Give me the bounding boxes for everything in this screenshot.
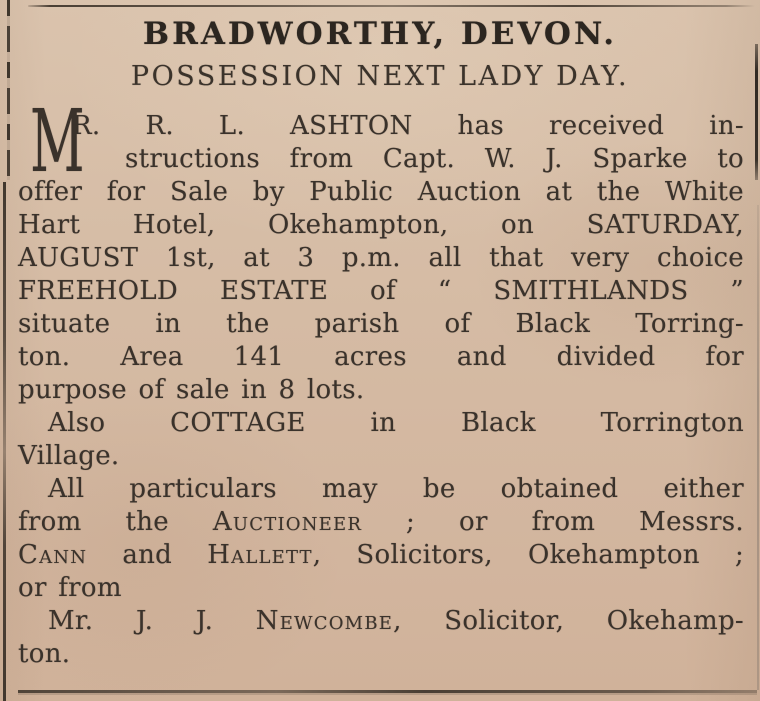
notice-header [0, 0, 760, 92]
body-text-segment: ; or from Messrs. [362, 507, 744, 537]
body-line [18, 605, 744, 638]
body-text-segment: R. R. L. ASHTON has received in- [72, 111, 744, 141]
body-text-segment: AUGUST 1st, at 3 p.m. all that very choice [18, 243, 744, 273]
body-text-segment: or from [18, 573, 122, 603]
body-text-segment: , Solicitors, Okehampton ; [312, 540, 745, 570]
body-text-segment: ton. Area 141 acres and divided for [18, 342, 744, 372]
small-caps-name: Auctioneer [212, 507, 363, 537]
body-line [18, 374, 744, 407]
small-caps-name: Newcombe [255, 606, 394, 636]
notice-title: BRADWORTHY, DEVON. [142, 16, 618, 52]
body-line [18, 440, 744, 473]
body-line [18, 506, 744, 539]
body-text-segment: , Solicitor, Okehamp- [393, 606, 744, 636]
notice-body [0, 92, 760, 701]
body-text-segment: purpose of sale in 8 lots. [18, 375, 365, 405]
notice-subtitle: POSSESSION NEXT LADY DAY. [130, 61, 630, 92]
body-line [18, 638, 744, 671]
body-text-segment: offer for Sale by Public Auction at the White [18, 177, 744, 207]
body-text-segment: FREEHOLD ESTATE of “ SMITHLANDS ” [18, 276, 744, 306]
body-text-segment: situate in the parish of Black Torring- [18, 309, 744, 339]
body-text-segment: and [87, 540, 208, 570]
body-text-segment: Hart Hotel, Okehampton, on SATURDAY, [18, 210, 744, 240]
body-line [18, 539, 744, 572]
body-line [18, 308, 744, 341]
body-text-segment: ton. [18, 639, 71, 669]
body-text-segment: Mr. J. J. [48, 606, 256, 636]
body-line [18, 473, 744, 506]
body-line [18, 572, 744, 605]
body-line [18, 209, 744, 242]
body-line [18, 242, 744, 275]
body-line [18, 407, 744, 440]
body-line [18, 275, 744, 308]
small-caps-name: Hallett [207, 540, 313, 570]
small-caps-name: Cann [18, 540, 88, 570]
body-line [18, 143, 744, 176]
body-line [18, 176, 744, 209]
body-text-segment: Also COTTAGE in Black Torrington [48, 408, 744, 438]
top-column-rule [28, 5, 755, 7]
body-text-segment: structions from Capt. W. J. Sparke to [125, 144, 744, 174]
body-text-segment: All particulars may be obtained either [48, 474, 744, 504]
body-text-segment: Village. [18, 441, 120, 471]
body-text-segment: from the [18, 507, 213, 537]
drop-cap-letter: M [30, 92, 85, 192]
body-line [18, 110, 744, 143]
body-line [18, 341, 744, 374]
